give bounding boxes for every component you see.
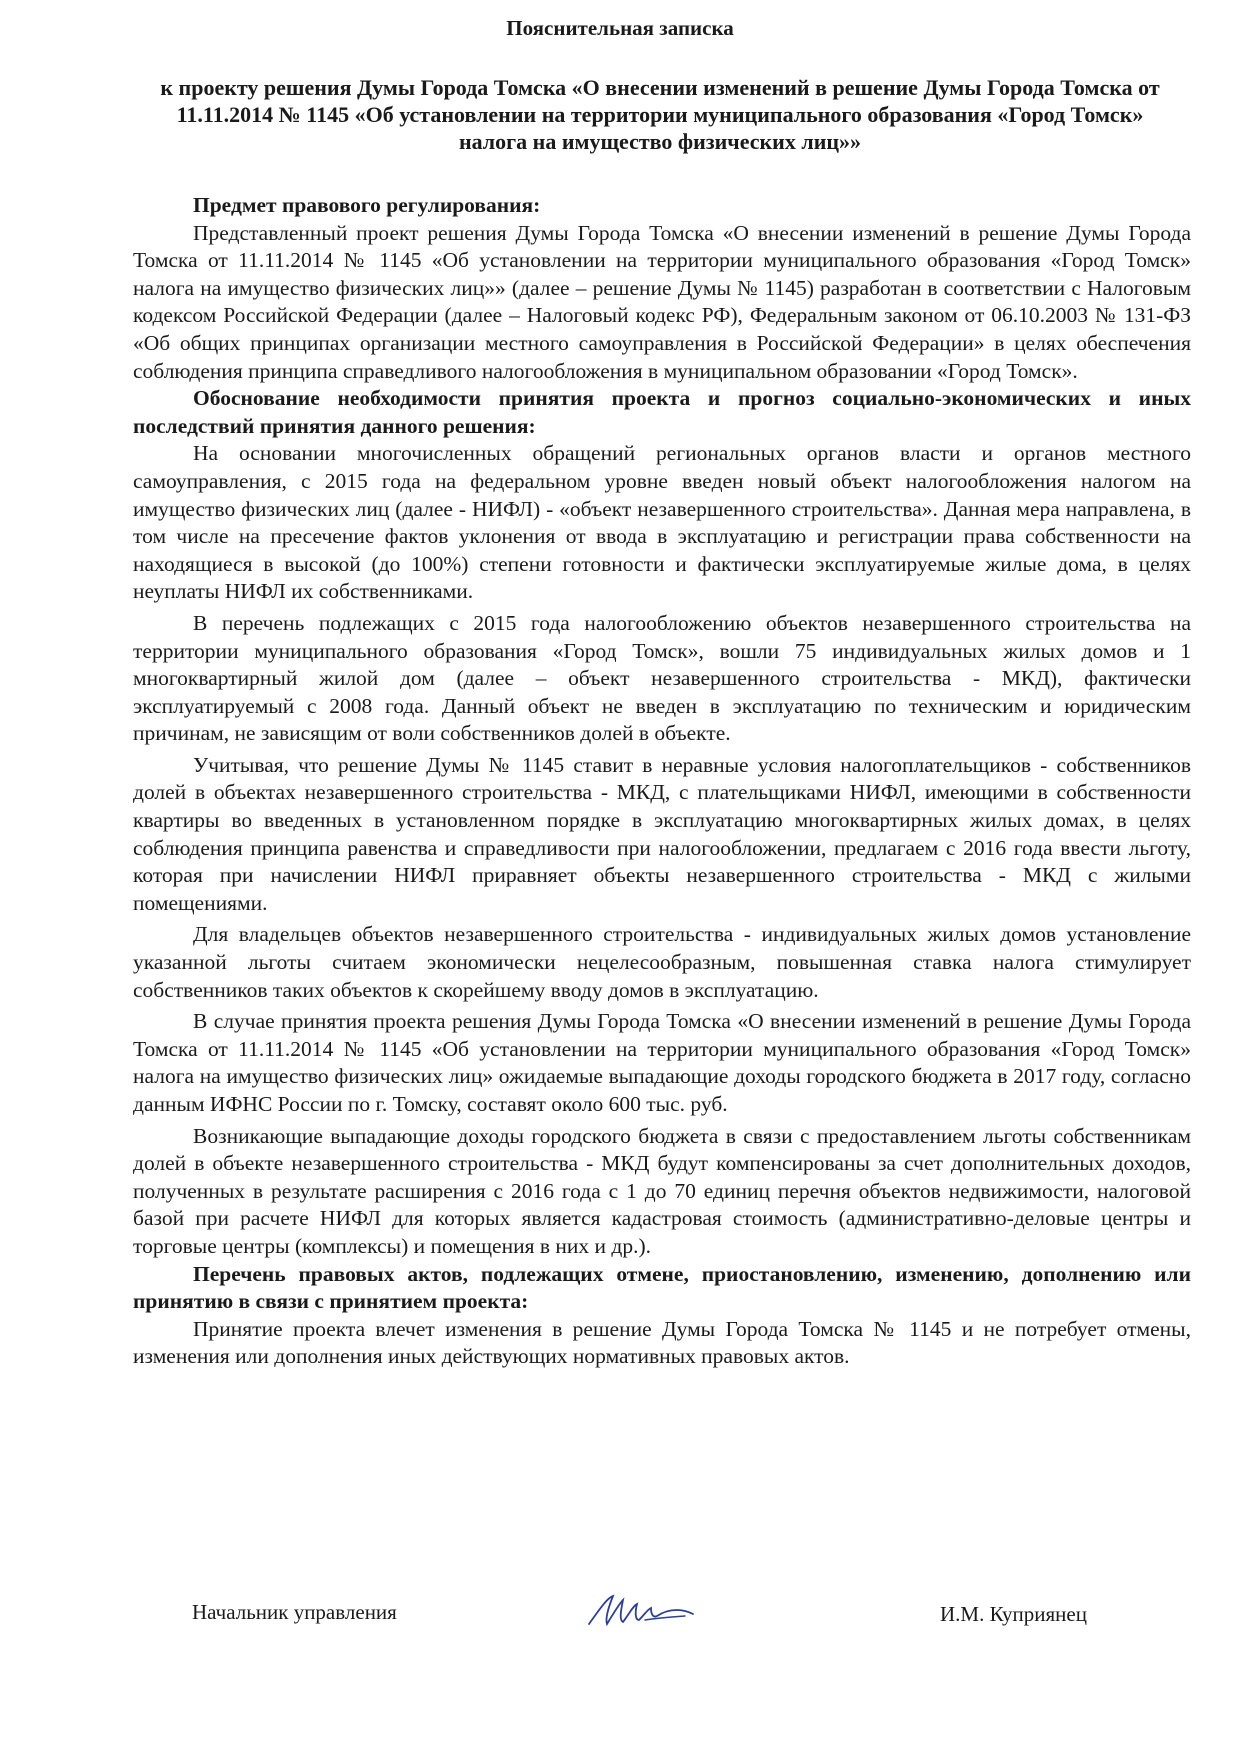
handwritten-signature [585, 1590, 695, 1634]
subject-paragraph: Представленный проект решения Думы Города Томска «О внесении изменений в решение Думы Города Томска от 11.11.2014 № 1145 «Об установлении на территории муниципального образования «Город Томск» налога на имущество физических лиц»» (далее – решение Думы № 1145) разработан в соответствии с Налоговым кодексом Российской Федерации (далее – Налоговый кодекс РФ), Федеральным законом от 06.10.2003 № 131-ФЗ «Об общих принципах организации местного самоуправления в Российской Федерации» в целях обеспечения соблюдения принципа справедливого налогообложения в муниципальном образовании «Город Томск». [133, 220, 1191, 383]
signature-underline [645, 1616, 685, 1620]
justification-paragraph-1: На основании многочисленных обращений региональных органов власти и органов местного самоуправления, с 2015 года на федеральном уровне введен новый объект налогообложения налогом на имущество физических лиц (далее - НИФЛ) - «объект незавершенного строительства». Данная мера направлена, в том числе на пресечение фактов уклонения от ввода в эксплуатацию и регистрации права собственности на находящиеся в высокой (до 100%) степени готовности и фактически эксплуатируемые жилые дома, в целях неуплаты НИФЛ их собственниками. [133, 441, 1191, 604]
justification-paragraph-6: Возникающие выпадающие доходы городского бюджета в связи с предоставлением льготы собственникам долей в объекте незавершенного строительства - МКД будут компенсированы за счет дополнительных доходов, полученных в результате расширения с 2016 года с 1 до 70 единиц перечня объектов недвижимости, налоговой базой при расчете НИФЛ для которых является кадастровая стоимость (административно-деловые центры и торговые центры (комплексы) и помещения в них и др.). [133, 1123, 1191, 1258]
signer-position: Начальник управления [192, 1600, 397, 1624]
document-body [133, 192, 1191, 1371]
justification-paragraph-5: В случае принятия проекта решения Думы Города Томска «О внесении изменений в решение Думы Города Томска от 11.11.2014 № 1145 «Об установлении на территории муниципального образования «Город Томск» налога на имущество физических лиц» ожидаемые выпадающие доходы городского бюджета в 2017 году, согласно данным ИФНС России по г. Томску, составят около 600 тыс. руб. [133, 1009, 1191, 1116]
acts-paragraph: Принятие проекта влечет изменения в решение Думы Города Томска № 1145 и не потребует отмены, изменения или дополнения иных действующих нормативных правовых актов. [133, 1316, 1191, 1369]
justification-paragraph-3: Учитывая, что решение Думы № 1145 ставит в неравные условия налогоплательщиков - собственников долей в объектах незавершенного строительства - МКД, с плательщиками НИФЛ, имеющими в собственности квартиры во введенных в установленном порядке в эксплуатацию многоквартирных жилых домах, в целях соблюдения принципа равенства и справедливости при налогообложении, предлагаем с 2016 года ввести льготу, которая при начислении НИФЛ приравняет объекты незавершенного строительства - МКД с жилыми помещениями. [133, 752, 1191, 915]
signature-stroke [589, 1596, 693, 1624]
signer-name: И.М. Куприянец [940, 1602, 1087, 1626]
subject-heading: Предмет правового регулирования: [193, 193, 541, 217]
justification-paragraph-2: В перечень подлежащих с 2015 года налогообложению объектов незавершенного строительства на территории муниципального образования «Город Томск», вошли 75 индивидуальных жилых домов и 1 многоквартирный жилой дом (далее – объект незавершенного строительства - МКД), фактически эксплуатируемый с 2008 года. Данный объект не введен в эксплуатацию по техническим и юридическим причинам, не зависящим от воли собственников долей в объекте. [133, 610, 1191, 746]
justification-paragraph-4: Для владельцев объектов незавершенного строительства - индивидуальных жилых домов установление указанной льготы считаем экономически нецелесообразным, повышенная ставка налога стимулирует собственников таких объектов к скорейшему вводу домов в эксплуатацию. [133, 922, 1191, 1002]
document-subtitle: к проекту решения Думы Города Томска «О внесении изменений в решение Думы Города Томска от 11.11.2014 № 1145 «Об установлении на территории муниципального образования «Город Томск» налога на имущество физических лиц»» [160, 75, 1160, 154]
document-title: Пояснительная записка [506, 16, 734, 40]
justification-heading: Обоснование необходимости принятия проекта и прогноз социально-экономических и иных последствий принятия данного решения: [133, 386, 1191, 438]
acts-heading: Перечень правовых актов, подлежащих отмене, приостановлению, изменению, дополнению или принятию в связи с принятием проекта: [133, 1261, 1191, 1314]
signature-block [0, 1598, 1240, 1638]
